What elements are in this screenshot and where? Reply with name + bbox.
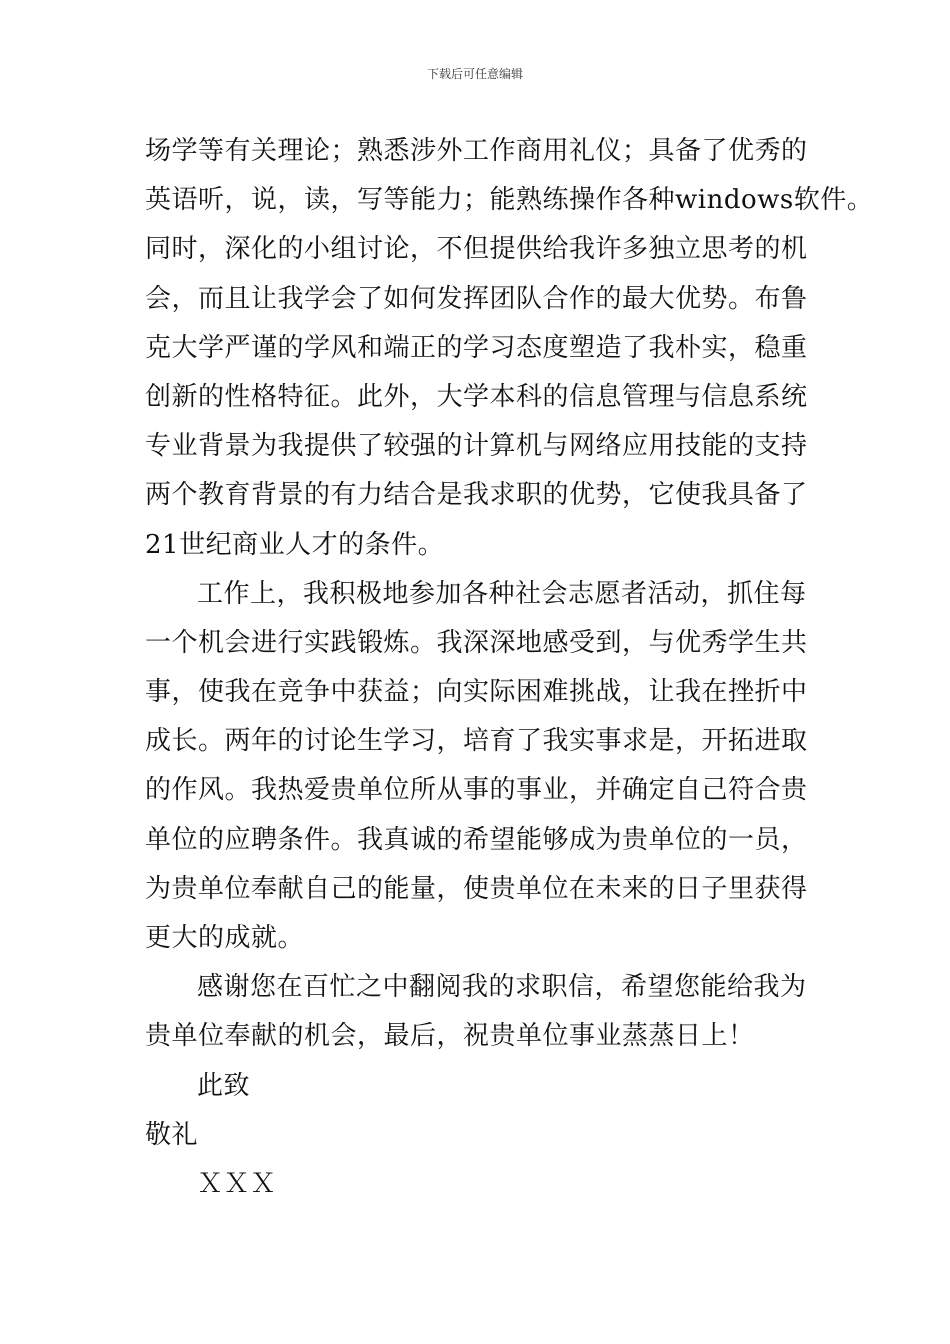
text-line: 21世纪商业人才的条件。 [145,529,445,560]
text-line: 为贵单位奉献自己的能量，使贵单位在未来的日子里获得 [145,873,808,904]
paragraph-start-line: 工作上，我积极地参加各种社会志愿者活动，抓住每 [197,578,807,609]
text-line: 成长。两年的讨论生学习，培育了我实事求是，开拓进取 [145,726,808,757]
text-line: 同时，深化的小组讨论，不但提供给我许多独立思考的机 [145,234,808,265]
text-line: 英语听，说，读，写等能力；能熟练操作各种windows软件。 [145,185,874,216]
signature: ＸＸＸ [197,1168,277,1199]
text-line: 一个机会进行实践锻炼。我深深地感受到，与优秀学生共 [145,627,808,658]
letter-body [145,127,874,1209]
text-line: 会，而且让我学会了如何发挥团队合作的最大优势。布鲁 [145,283,808,314]
text-line: 场学等有关理论；熟悉涉外工作商用礼仪；具备了优秀的 [145,136,808,166]
closing-regards: 敬礼 [145,1119,199,1150]
text-line: 贵单位奉献的机会，最后，祝贵单位事业蒸蒸日上！ [145,1021,755,1052]
text-line: 克大学严谨的学风和端正的学习态度塑造了我朴实，稳重 [145,332,808,363]
text-line: 单位的应聘条件。我真诚的希望能够成为贵单位的一员， [145,824,808,855]
text-line: 更大的成就。 [145,923,305,953]
text-line: 的作风。我热爱贵单位所从事的事业，并确定自己符合贵 [145,775,808,806]
text-line: 创新的性格特征。此外，大学本科的信息管理与信息系统 [145,381,808,412]
text-line: 事，使我在竞争中获益；向实际困难挑战，让我在挫折中 [145,677,808,708]
page-header: 下载后可任意编辑 [426,67,523,81]
text-line: 两个教育背景的有力结合是我求职的优势，它使我具备了 [145,480,808,511]
closing-salutation: 此致 [197,1070,251,1101]
paragraph-start-line: 感谢您在百忙之中翻阅我的求职信，希望您能给我为 [197,972,807,1003]
text-line: 专业背景为我提供了较强的计算机与网络应用技能的支持 [145,431,808,462]
